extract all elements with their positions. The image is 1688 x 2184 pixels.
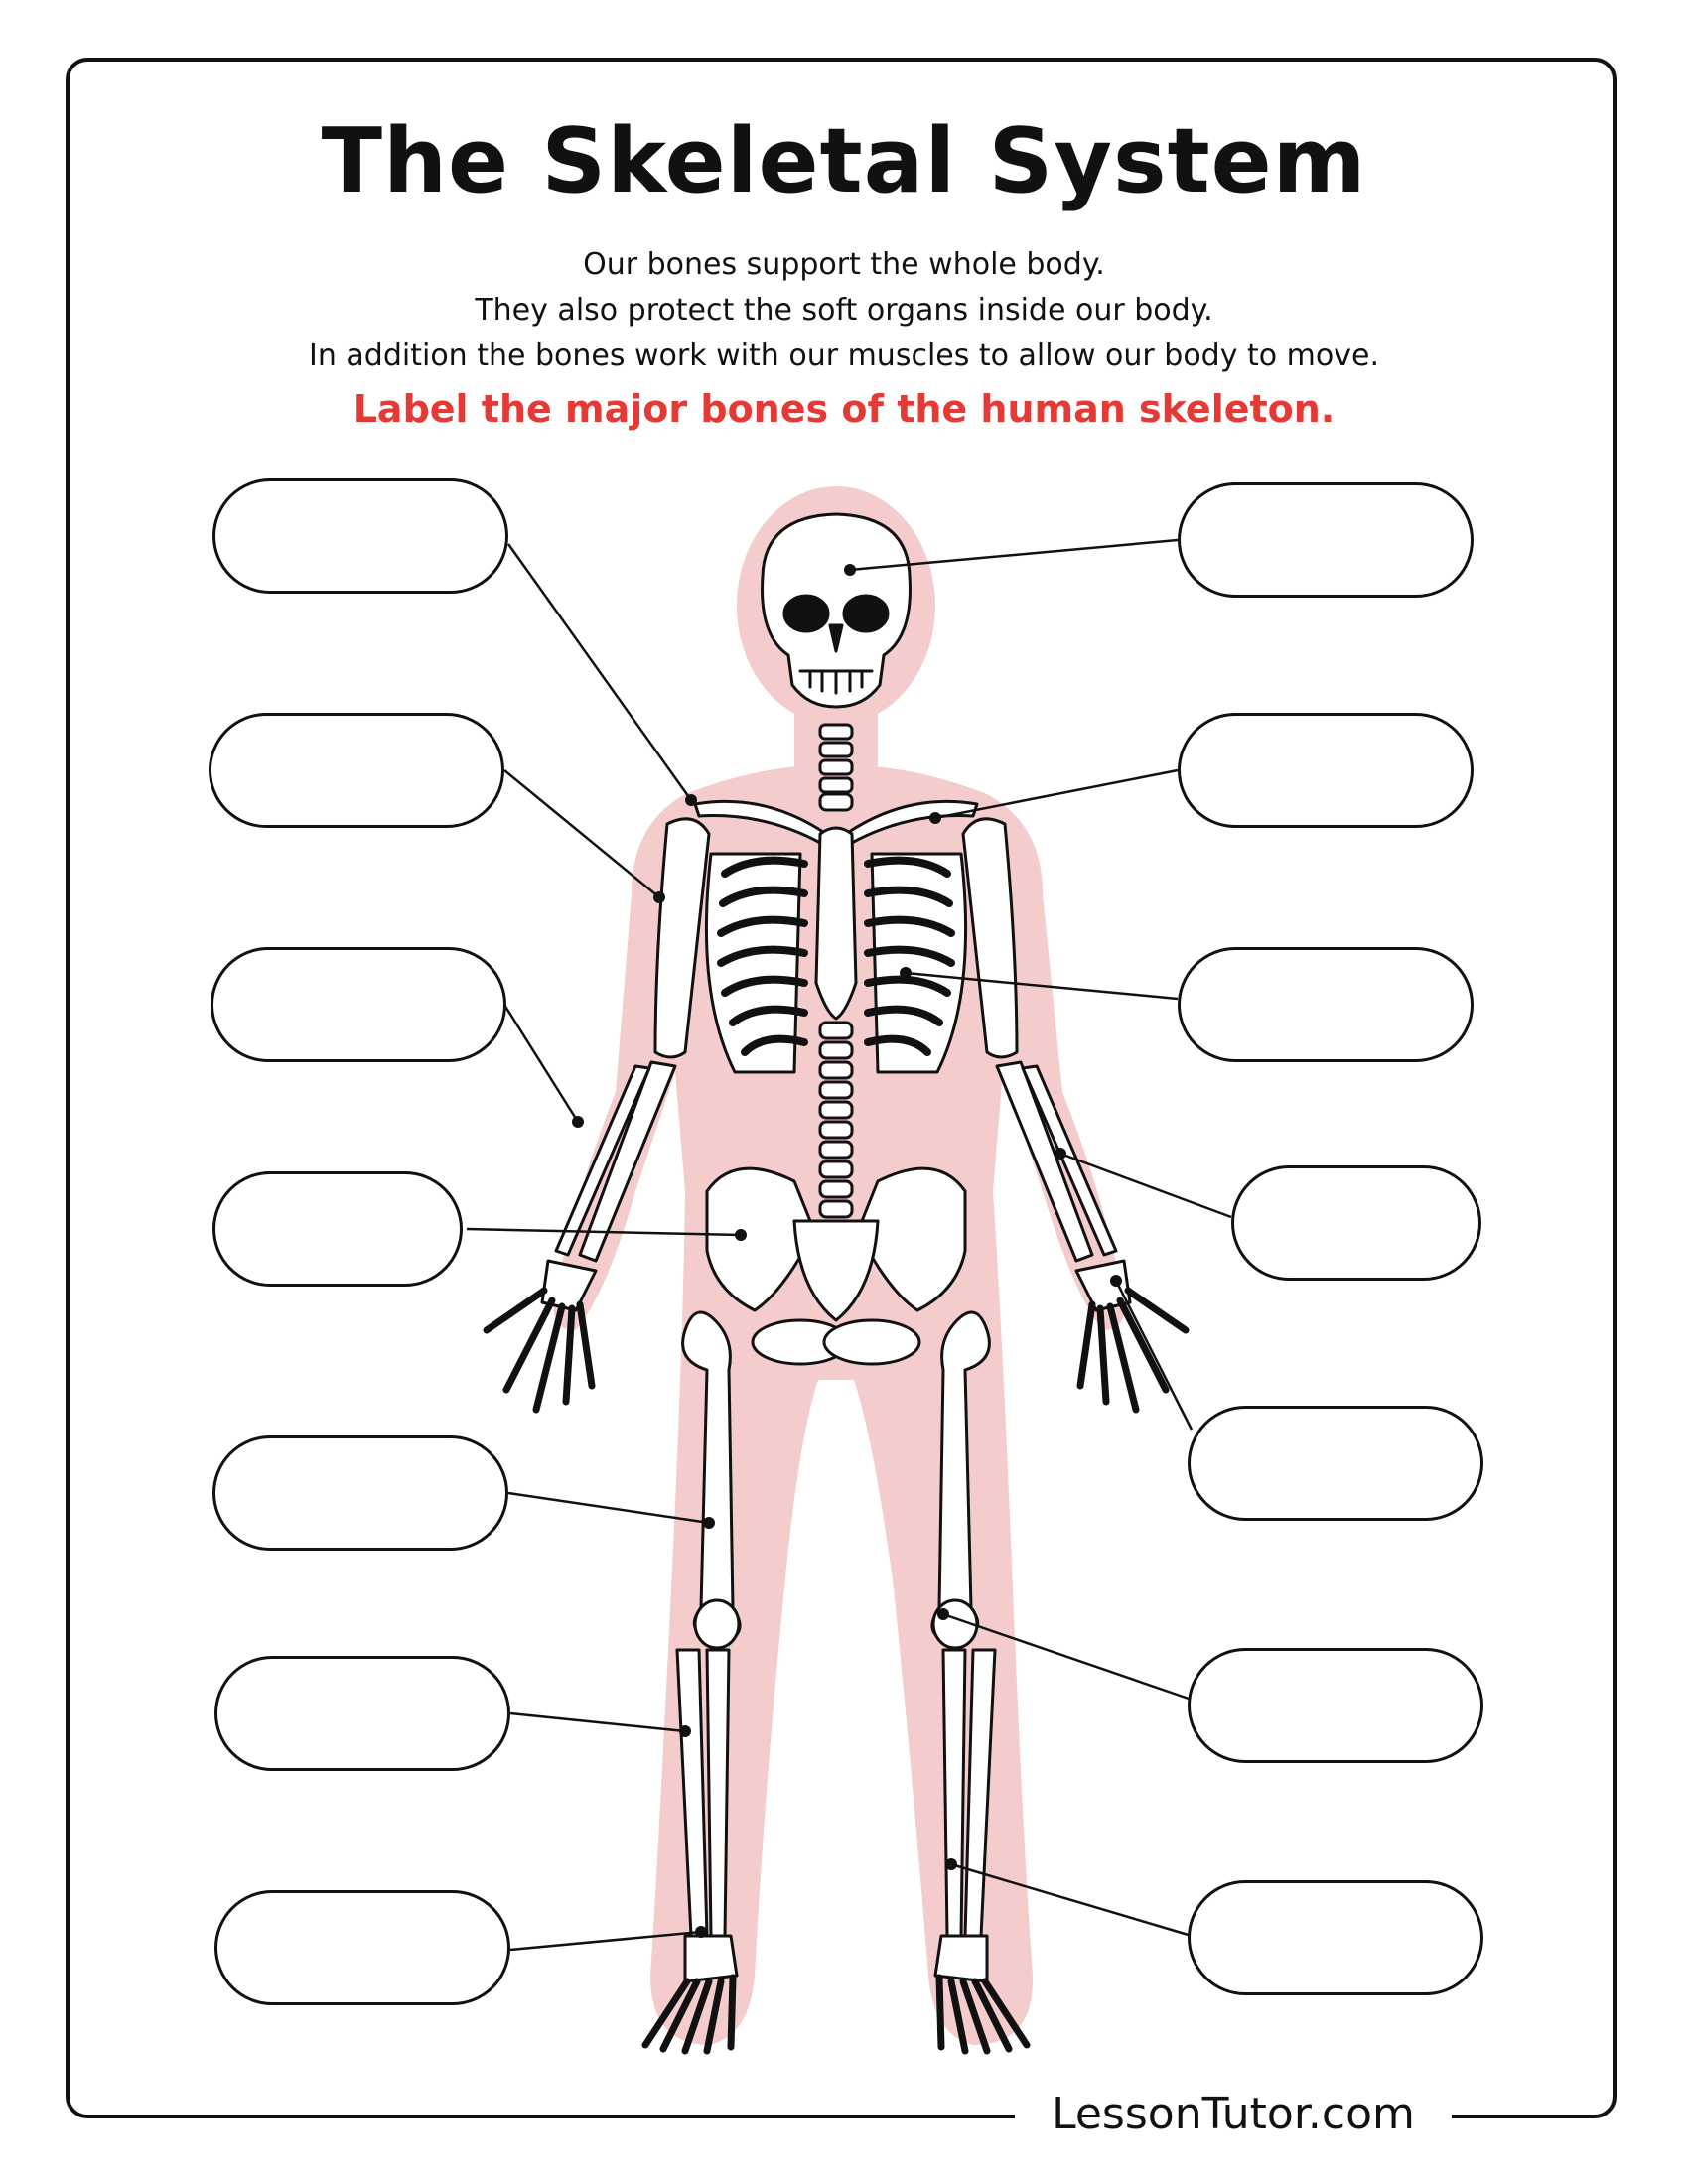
intro-line-2: They also protect the soft organs inside our body. [475, 293, 1213, 328]
label-box-left-3[interactable] [211, 947, 506, 1062]
label-box-left-6[interactable] [214, 1656, 510, 1771]
intro-line-1: Our bones support the whole body. [583, 247, 1105, 282]
label-box-right-3[interactable] [1178, 947, 1474, 1062]
label-box-right-2[interactable] [1178, 713, 1474, 828]
label-box-right-4[interactable] [1231, 1165, 1481, 1281]
label-box-right-6[interactable] [1188, 1648, 1483, 1763]
label-box-right-7[interactable] [1188, 1880, 1483, 1995]
label-box-left-7[interactable] [214, 1890, 510, 2005]
label-box-left-1[interactable] [212, 478, 508, 594]
intro-line-3: In addition the bones work with our muscles to allow our body to move. [309, 339, 1379, 373]
worksheet-title: The Skeletal System [321, 109, 1367, 213]
skeleton-drawing [487, 514, 1186, 2051]
label-box-left-5[interactable] [212, 1435, 508, 1551]
footer-site-name: LessonTutor.com [1015, 2087, 1452, 2142]
instruction-text: Label the major bones of the human skeleton. [352, 387, 1336, 431]
label-box-left-4[interactable] [212, 1171, 463, 1287]
label-box-right-1[interactable] [1178, 482, 1474, 598]
label-box-left-2[interactable] [209, 713, 504, 828]
label-box-right-5[interactable] [1188, 1406, 1483, 1521]
